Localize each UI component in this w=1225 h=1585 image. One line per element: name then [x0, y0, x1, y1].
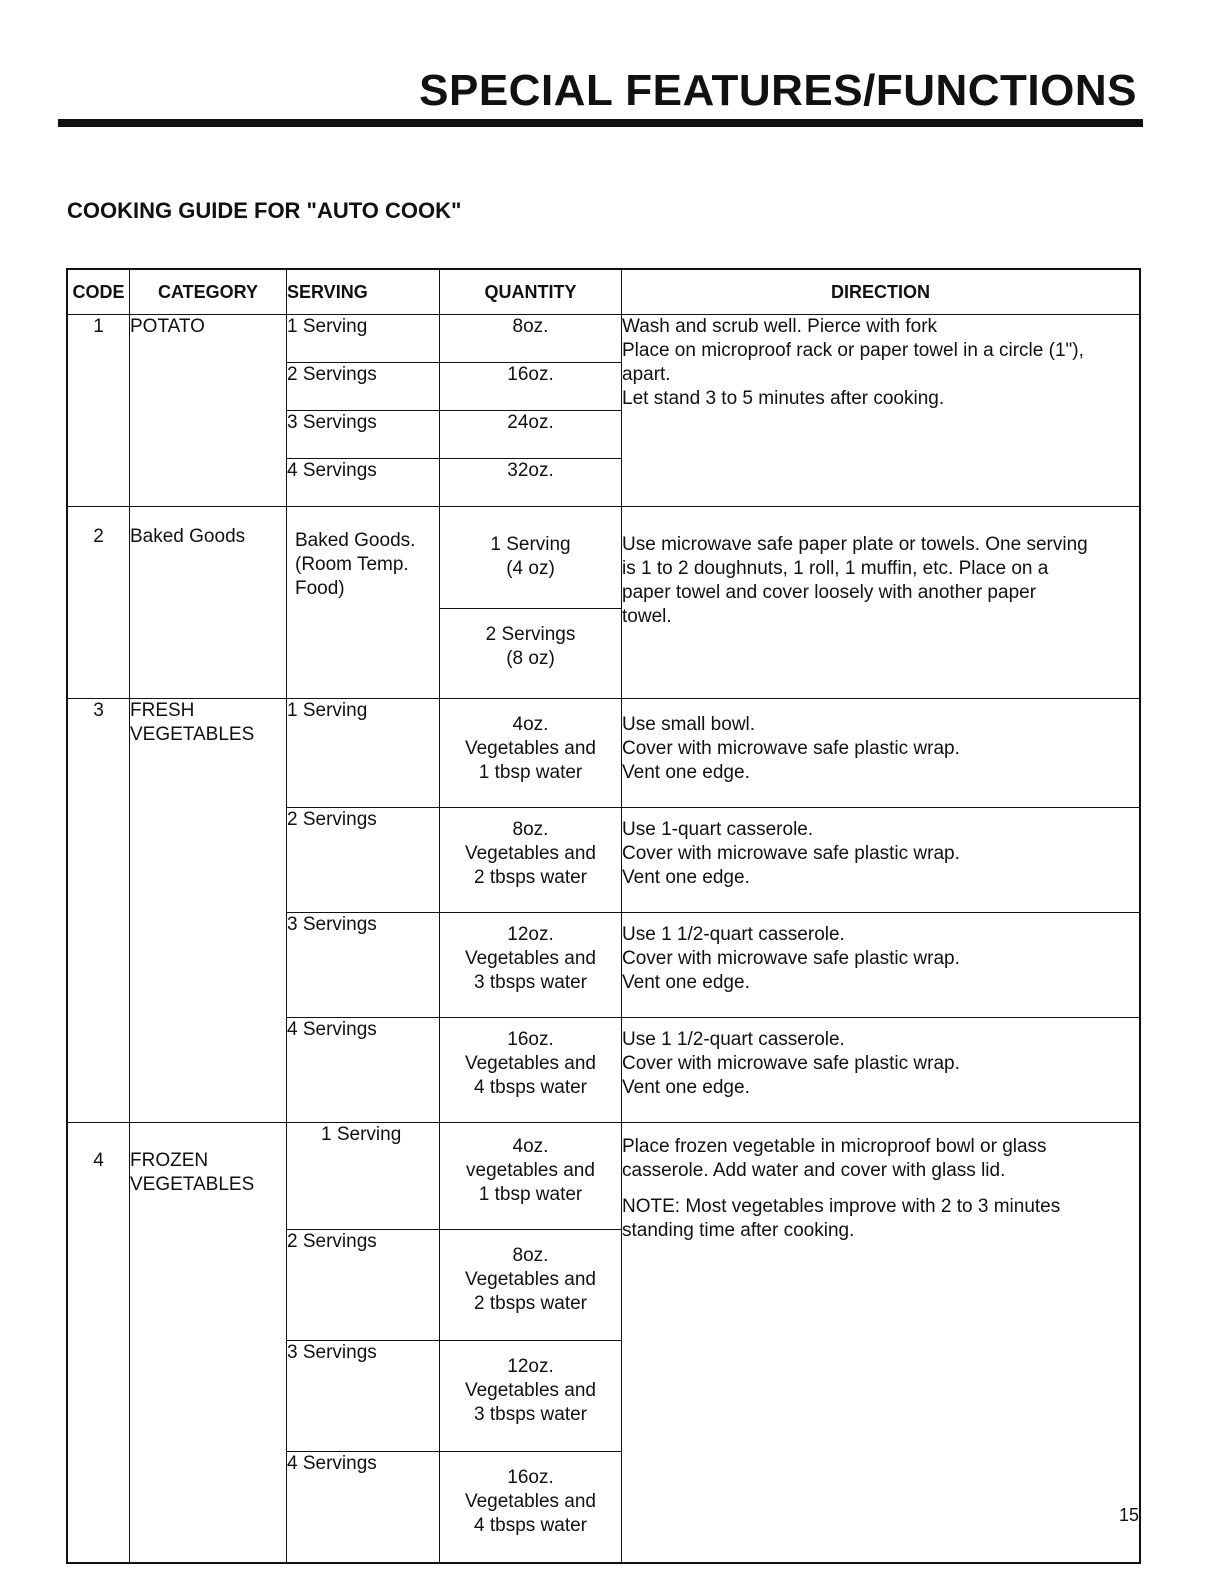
serving-cell: 4 Servings: [287, 1452, 440, 1564]
direction-cell: [622, 1123, 1141, 1564]
category-cell: Baked Goods: [130, 507, 287, 699]
quantity-line: Vegetables and: [464, 738, 596, 759]
quantity-cell: [440, 913, 622, 1018]
serving-cell: 3 Servings: [287, 913, 440, 1018]
note-line: standing time after cooking.: [622, 1220, 855, 1241]
quantity-cell: [440, 1230, 622, 1341]
quantity-cell: [440, 507, 622, 609]
direction-cell: [622, 315, 1141, 507]
column-header-code: CODE: [67, 269, 130, 315]
direction-line: Wash and scrub well. Pierce with fork: [622, 316, 938, 337]
table-row: [67, 507, 1140, 609]
table-row: [67, 699, 1140, 808]
category-cell: POTATO: [130, 315, 287, 507]
direction-line: Use 1 1/2-quart casserole.: [622, 924, 845, 945]
quantity-line: 2 Servings: [485, 624, 576, 645]
quantity-line: 8oz.: [512, 819, 549, 840]
category-cell: [130, 1123, 287, 1564]
serving-line: (Room Temp.: [295, 554, 409, 575]
cooking-guide-table: [66, 268, 1141, 1564]
direction-line: is 1 to 2 doughnuts, 1 roll, 1 muffin, etc. Place on a: [622, 558, 1049, 579]
direction-line: paper towel and cover loosely with another paper: [622, 582, 1037, 603]
direction-line: Let stand 3 to 5 minutes after cooking.: [622, 388, 945, 409]
category-line: FRESH: [130, 700, 195, 721]
quantity-line: 12oz.: [507, 1356, 554, 1377]
page-title: SPECIAL FEATURES/FUNCTIONS: [419, 66, 1137, 115]
quantity-cell: 16oz.: [440, 363, 622, 411]
direction-line: Cover with microwave safe plastic wrap.: [622, 948, 960, 969]
quantity-line: Vegetables and: [464, 843, 596, 864]
serving-cell: 2 Servings: [287, 363, 440, 411]
quantity-cell: [440, 808, 622, 913]
page-number: 15: [1118, 1505, 1139, 1525]
quantity-line: 12oz.: [507, 924, 554, 945]
direction-line: Use 1 1/2-quart casserole.: [622, 1029, 845, 1050]
quantity-line: 16oz.: [507, 1029, 554, 1050]
quantity-line: 1 tbsp water: [478, 762, 583, 783]
quantity-line: 4 tbsps water: [474, 1515, 587, 1536]
serving-cell: 3 Servings: [287, 411, 440, 459]
code-cell: 4: [67, 1123, 130, 1564]
quantity-cell: [440, 1341, 622, 1452]
serving-cell: 3 Servings: [287, 1341, 440, 1452]
code-cell: 2: [67, 507, 130, 699]
quantity-line: 1 Serving: [490, 534, 571, 555]
direction-cell: [622, 808, 1141, 913]
serving-cell: 1 Serving: [287, 315, 440, 363]
serving-line: Food): [295, 578, 345, 599]
direction-line: Place frozen vegetable in microproof bowl or glass: [622, 1136, 1047, 1157]
title-rule: [58, 119, 1143, 127]
direction-line: Use microwave safe paper plate or towels. One serving: [622, 534, 1088, 555]
quantity-cell: 8oz.: [440, 315, 622, 363]
direction-cell: [622, 507, 1141, 699]
serving-line: Baked Goods.: [295, 530, 416, 551]
serving-cell: 2 Servings: [287, 808, 440, 913]
serving-cell: [287, 507, 440, 699]
serving-cell: 4 Servings: [287, 459, 440, 507]
quantity-line: 3 tbsps water: [474, 972, 587, 993]
quantity-line: Vegetables and: [464, 1269, 596, 1290]
serving-cell: 2 Servings: [287, 1230, 440, 1341]
direction-line: casserole. Add water and cover with glass lid.: [622, 1160, 1006, 1181]
direction-line: Use small bowl.: [622, 714, 756, 735]
direction-line: Vent one edge.: [622, 867, 750, 888]
direction-cell: [622, 1018, 1141, 1123]
direction-line: Vent one edge.: [622, 972, 750, 993]
quantity-line: Vegetables and: [464, 948, 596, 969]
table-row: [67, 315, 1140, 363]
quantity-cell: 24oz.: [440, 411, 622, 459]
quantity-line: 3 tbsps water: [474, 1404, 587, 1425]
quantity-cell: [440, 1018, 622, 1123]
direction-line: towel.: [622, 606, 672, 627]
direction-line: apart.: [622, 364, 671, 385]
column-header-serving: SERVING: [287, 269, 440, 315]
quantity-line: vegetables and: [466, 1160, 595, 1181]
category-cell: [130, 699, 287, 1123]
quantity-line: Vegetables and: [464, 1380, 596, 1401]
serving-cell: 1 Serving: [287, 1123, 440, 1230]
direction-note: [622, 1195, 1139, 1243]
quantity-line: 8oz.: [512, 1245, 549, 1266]
quantity-line: 16oz.: [507, 1467, 554, 1488]
category-line: VEGETABLES: [130, 724, 255, 745]
quantity-cell: [440, 609, 622, 699]
direction-line: Cover with microwave safe plastic wrap.: [622, 1053, 960, 1074]
direction-line: Place on microproof rack or paper towel in a circle (1"),: [622, 340, 1084, 361]
serving-cell: 1 Serving: [287, 699, 440, 808]
direction-line: Vent one edge.: [622, 1077, 750, 1098]
direction-line: Cover with microwave safe plastic wrap.: [622, 843, 960, 864]
quantity-line: 4 tbsps water: [474, 1077, 587, 1098]
direction-line: Vent one edge.: [622, 762, 750, 783]
direction-cell: [622, 699, 1141, 808]
code-cell: 3: [67, 699, 130, 1123]
quantity-line: 2 tbsps water: [474, 867, 587, 888]
quantity-cell: [440, 1452, 622, 1564]
quantity-line: 4oz.: [512, 714, 549, 735]
column-header-quantity: QUANTITY: [440, 269, 622, 315]
serving-cell: 4 Servings: [287, 1018, 440, 1123]
quantity-cell: [440, 1123, 622, 1230]
quantity-line: Vegetables and: [464, 1491, 596, 1512]
category-line: FROZEN: [130, 1150, 209, 1171]
note-line: NOTE: Most vegetables improve with 2 to 3 minutes: [622, 1196, 1061, 1217]
code-cell: 1: [67, 315, 130, 507]
table-header-row: [67, 269, 1140, 315]
quantity-cell: [440, 699, 622, 808]
quantity-line: (8 oz): [506, 648, 555, 669]
table-row: [67, 1123, 1140, 1230]
direction-line: Cover with microwave safe plastic wrap.: [622, 738, 960, 759]
quantity-line: (4 oz): [506, 558, 555, 579]
column-header-direction: DIRECTION: [622, 269, 1141, 315]
direction-line: Use 1-quart casserole.: [622, 819, 814, 840]
quantity-line: 4oz.: [512, 1136, 549, 1157]
quantity-line: Vegetables and: [464, 1053, 596, 1074]
direction-cell: [622, 913, 1141, 1018]
quantity-line: 2 tbsps water: [474, 1293, 587, 1314]
quantity-cell: 32oz.: [440, 459, 622, 507]
category-line: VEGETABLES: [130, 1174, 255, 1195]
quantity-line: 1 tbsp water: [478, 1184, 583, 1205]
column-header-category: CATEGORY: [130, 269, 287, 315]
section-heading: COOKING GUIDE FOR "AUTO COOK": [67, 198, 462, 223]
